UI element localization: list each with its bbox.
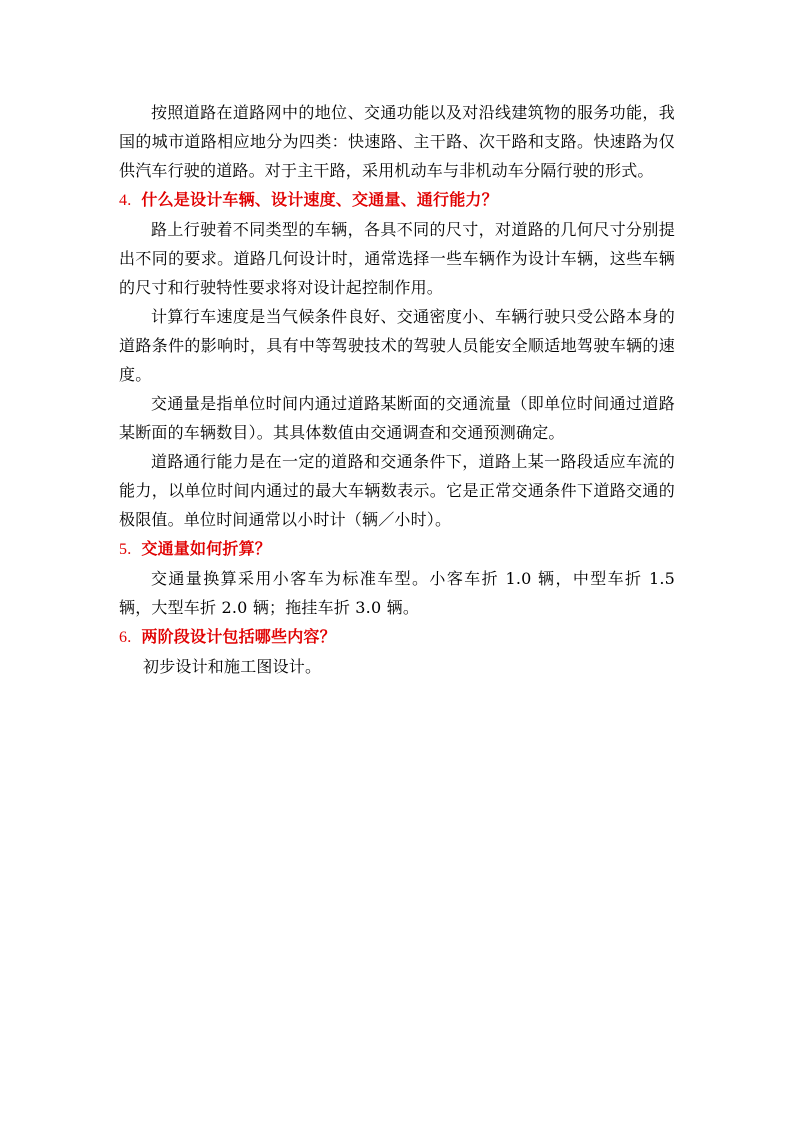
question-6-number: 6. — [119, 629, 132, 646]
question-4-text: 什么是设计车辆、设计速度、交通量、通行能力？ — [141, 190, 498, 209]
two-stage-design-paragraph: 初步设计和施工图设计。 — [143, 657, 322, 676]
document-page — [119, 98, 675, 681]
question-5-text: 交通量如何折算？ — [141, 539, 272, 558]
design-speed-paragraph: 计算行车速度是当气候条件良好、交通密度小、车辆行驶只受公路本身的道路条件的影响时，具有中等驾驶技术的驾驶人员能安全顺适地驾驶车辆的速度。 — [119, 307, 675, 384]
conversion-paragraph: 交通量换算采用小客车为标准车型。小客车折 1.0 辆，中型车折 1.5 辆，大型车折 2.0 辆；拖挂车折 3.0 辆。 — [119, 569, 675, 617]
traffic-volume-paragraph: 交通量是指单位时间内通过道路某断面的交通流量（即单位时间通过道路某断面的车辆数目）。其具体数值由交通调查和交通预测确定。 — [119, 394, 675, 442]
question-6-heading — [119, 622, 675, 652]
capacity-paragraph: 道路通行能力是在一定的道路和交通条件下，道路上某一路段适应车流的能力，以单位时间内通过的最大车辆数表示。它是正常交通条件下道路交通的极限值。单位时间通常以小时计（辆／小时）。 — [119, 452, 675, 529]
question-4-heading — [119, 185, 675, 215]
question-5-number: 5. — [119, 541, 132, 558]
question-6-text: 两阶段设计包括哪些内容？ — [141, 627, 336, 646]
intro-paragraph: 按照道路在道路网中的地位、交通功能以及对沿线建筑物的服务功能，我国的城市道路相应地分为四类：快速路、主干路、次干路和支路。快速路为仅供汽车行驶的道路。对于主干路，采用机动车与非机动车分隔行驶的形式。 — [119, 103, 675, 180]
design-vehicle-paragraph: 路上行驶着不同类型的车辆，各具不同的尺寸，对道路的几何尺寸分别提出不同的要求。道路几何设计时，通常选择一些车辆作为设计车辆，这些车辆的尺寸和行驶特性要求将对设计起控制作用。 — [119, 220, 675, 297]
question-5-heading — [119, 534, 675, 564]
question-4-number: 4. — [119, 192, 132, 209]
